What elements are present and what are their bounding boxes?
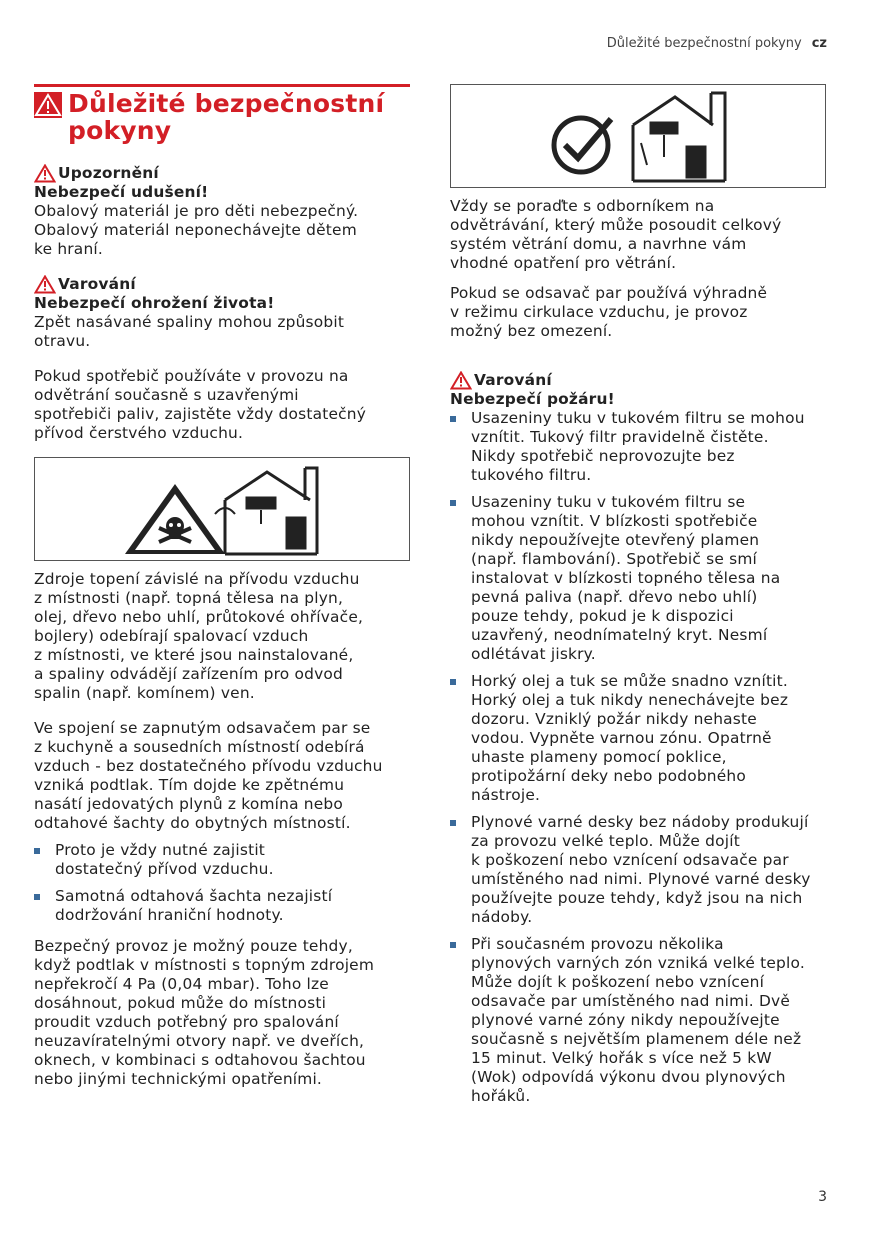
right-column	[450, 84, 834, 1114]
list-item: Proto je vždy nutné zajistit dostatečný přívod vzduchu.	[34, 841, 410, 879]
list-item: Usazeniny tuku v tukovém filtru se mohou vznítit. V blízkosti spotřebiče nikdy nepoužívejte otevřený plamen (např. flambování). Spotřebič se smí instalovat v blízkosti topného tělesa na pevná paliva (např. dřevo nebo uhlí) pouze tehdy, pokud je k dispozici uzavřený, neodnímatelný kryt. Nesmí odlétávat jiskry.	[450, 493, 834, 664]
warning-label: Varování	[474, 371, 552, 389]
list-item: Plynové varné desky bez nádoby produkují za provozu velké teplo. Může dojít k poškození nebo vznícení odsavače par umístěného nad nimi. Plynové varné desky používejte pouze tehdy, když jsou na nich nádoby.	[450, 813, 834, 927]
warning-triangle-icon	[34, 164, 56, 183]
warning-triangle-icon	[34, 275, 56, 294]
list-item: Usazeniny tuku v tukovém filtru se mohou vznítit. Tukový filtr pravidelně čistěte. Nikdy spotřebič neprovozujte bez tukového filtru.	[450, 409, 834, 485]
bullet-list	[450, 409, 834, 1106]
warning-triangle-icon	[450, 371, 472, 390]
paragraph: Zdroje topení závislé na přívodu vzduchu z místnosti (např. topná tělesa na plyn, olej, dřevo nebo uhlí, průtokové ohřívače, bojlery) odebírají spalovací vzduch z místnosti, ve které jsou nainstalované, a spaliny odvádějí zařízením pro odvod spalin (např. komínem) ven.	[34, 570, 364, 702]
header-language-code: cz	[811, 36, 827, 51]
warning-text: Obalový materiál je pro děti nebezpečný. Obalový materiál neponechávejte dětem ke hraní.	[34, 202, 359, 258]
left-column	[34, 84, 410, 1089]
house-ventilation-icon	[215, 468, 317, 554]
warning-caution-heading	[34, 164, 410, 183]
title-line-1: Důležité bezpečnostní	[68, 89, 385, 118]
paragraph: Vždy se poraďte s odborníkem na odvětrávání, který může posoudit celkový systém větrání domu, a navrhne vám vhodné opatření pro větrání.	[450, 197, 782, 272]
warning-fire-heading	[450, 371, 834, 390]
paragraph: Pokud spotřebič používáte v provozu na odvětrání současně s uzavřenými spotřebiči paliv, zajistěte vždy dostatečný přívod čerstvého vzduchu.	[34, 367, 367, 442]
list-item: Samotná odtahová šachta nezajistí dodržování hraniční hodnoty.	[34, 887, 410, 925]
list-item: Horký olej a tuk se může snadno vznítit. Horký olej a tuk nikdy nenechávejte bez dozoru. Vzniklý požár nikdy nehaste vodou. Vypněte varnou zónu. Opatrně uhaste plameny pomocí poklice, protipožární deky nebo podobného nástroje.	[450, 672, 834, 805]
warning-danger-heading	[34, 275, 410, 294]
warning-text: Zpět nasávané spaliny mohou způsobit otravu.	[34, 313, 345, 350]
title-line-2: pokyny	[68, 116, 172, 145]
warning-headline: Nebezpečí požáru!	[450, 390, 615, 408]
warning-icon	[34, 92, 62, 118]
running-header	[607, 36, 827, 51]
house-ventilation-icon	[633, 93, 725, 181]
warning-headline: Nebezpečí udušení!	[34, 183, 209, 201]
paragraph: Pokud se odsavač par používá výhradně v režimu cirkulace vzduchu, je provoz možný bez omezení.	[450, 284, 768, 340]
skull-warning-icon	[125, 484, 225, 554]
checkmark-circle-icon	[554, 118, 611, 172]
header-section-title: Důležité bezpečnostní pokyny	[606, 36, 802, 51]
page-number: 3	[818, 1189, 827, 1205]
list-item: Při současném provozu několika plynových varných zón vzniká velké teplo. Může dojít k poškození nebo vznícení odsavače par umístěného nad nimi. Dvě plynové varné zóny nikdy nepoužívejte současně s největším plamenem déle než 15 minut. Velký hořák s více než 5 kW (Wok) odpovídá výkonu dvou plynových hořáků.	[450, 935, 834, 1106]
bullet-list	[34, 841, 410, 925]
warning-label: Varování	[58, 275, 136, 293]
paragraph: Bezpečný provoz je možný pouze tehdy, když podtlak v místnosti s topným zdrojem nepřekročí 4 Pa (0,04 mbar). Toho lze dosáhnout, pokud může do místnosti proudit vzduch potřebný pro spalování neuzavíratelnými otvory např. ve dveřích, oknech, v kombinaci s odtahovou šachtou nebo jinými technickými opatřeními.	[34, 937, 375, 1088]
figure-safe-ventilation	[450, 84, 826, 188]
page-title	[34, 84, 410, 144]
warning-headline: Nebezpečí ohrožení života!	[34, 294, 275, 312]
warning-label: Upozornění	[58, 164, 159, 182]
figure-danger-exhaust	[34, 457, 410, 561]
paragraph: Ve spojení se zapnutým odsavačem par se z kuchyně a sousedních místností odebírá vzduch - bez dostatečného přívodu vzduchu vzniká podtlak. Tím dojde ke zpětnému nasátí jedovatých plynů z komína nebo odtahové šachty do obytných místností.	[34, 719, 383, 832]
